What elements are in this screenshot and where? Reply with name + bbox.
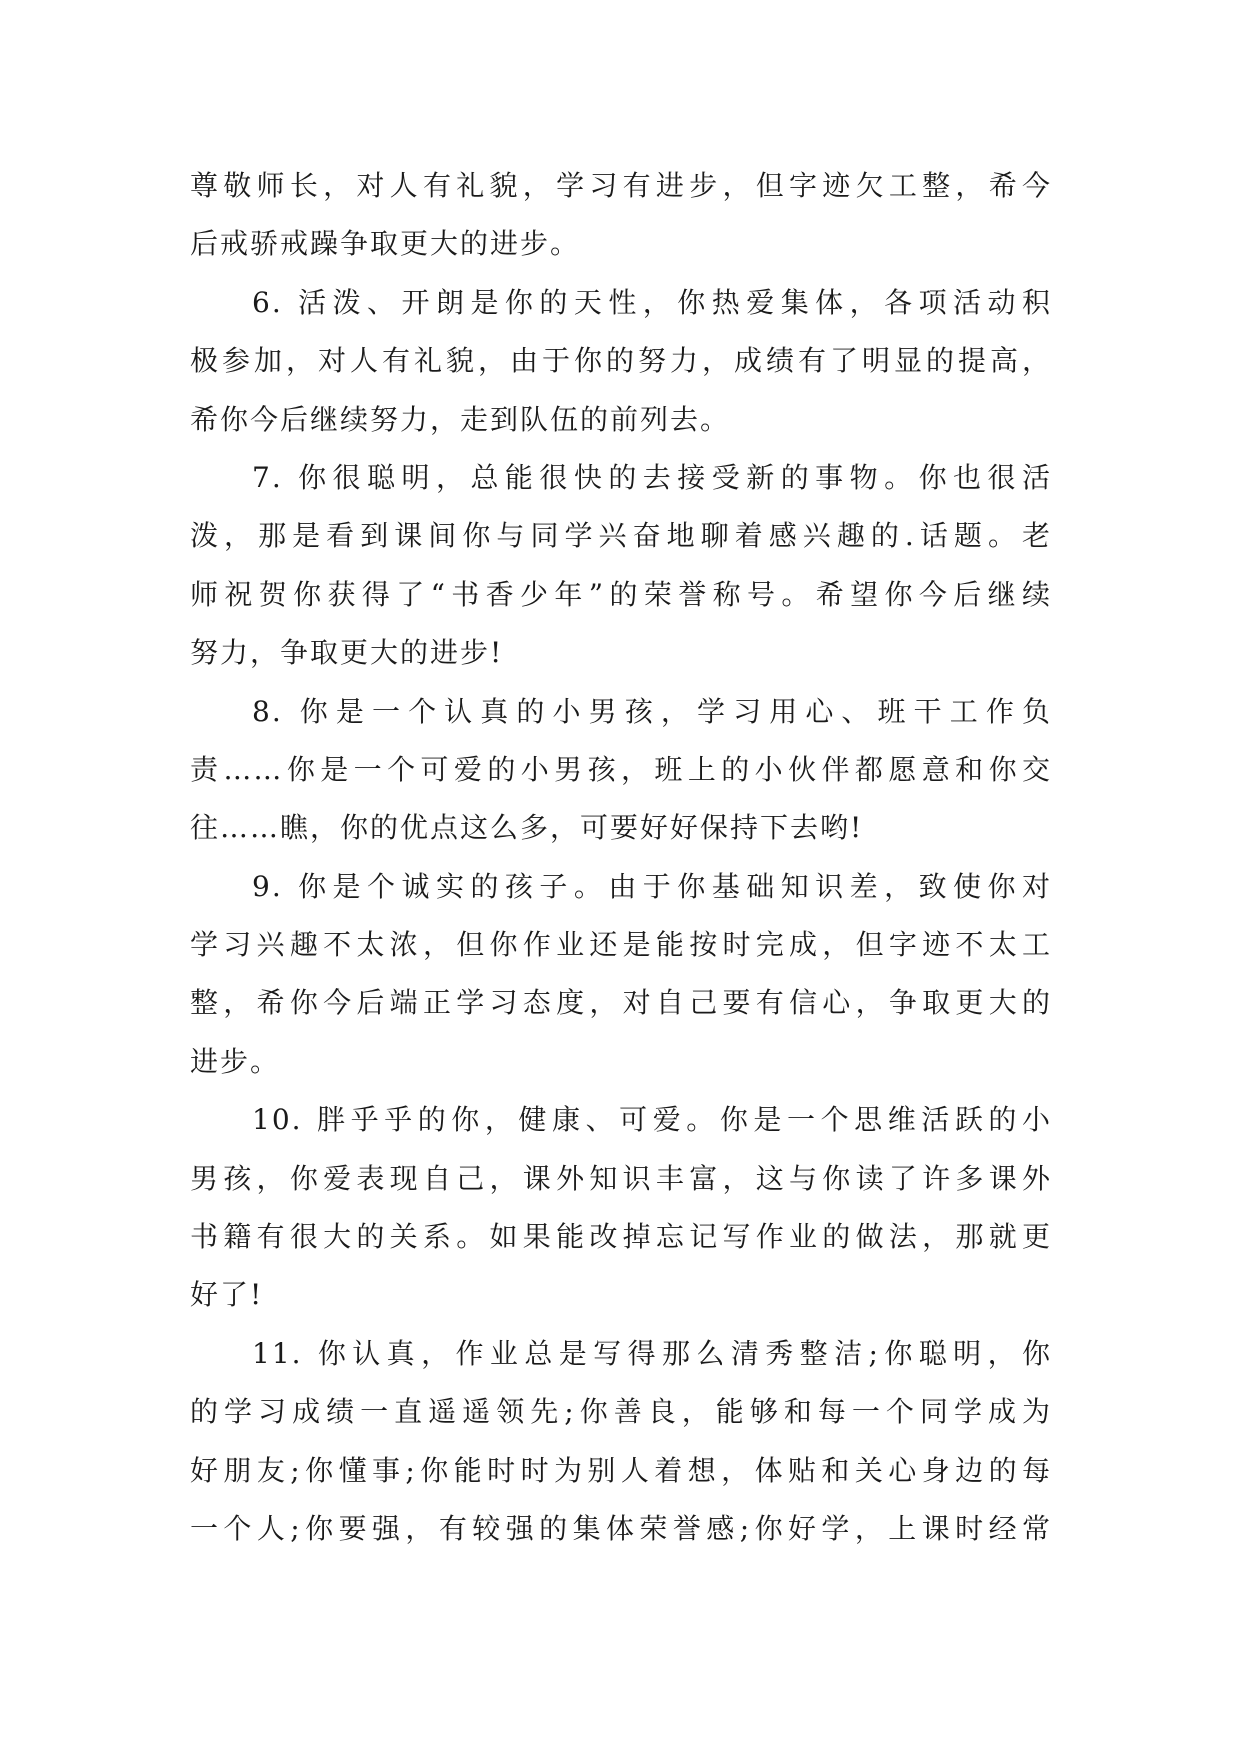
- text-line: 师祝贺你获得了“书香少年”的荣誉称号。希望你今后继续: [190, 577, 1052, 611]
- text-line: 往……瞧，你的优点这么多，可要好好保持下去哟!: [190, 811, 864, 845]
- text-line: 一个人;你要强，有较强的集体荣誉感;你好学，上课时经常: [190, 1511, 1052, 1545]
- text-line: 书籍有很大的关系。如果能改掉忘记写作业的做法，那就更: [190, 1220, 1052, 1254]
- text-line: 学习兴趣不太浓，但你作业还是能按时完成，但字迹不太工: [190, 928, 1052, 962]
- text-line: 好朋友;你懂事;你能时时为别人着想，体贴和关心身边的每: [190, 1453, 1052, 1487]
- text-line: 后戒骄戒躁争取更大的进步。: [190, 227, 581, 261]
- text-line: 努力，争取更大的进步!: [190, 636, 504, 670]
- text-line: 男孩，你爱表现自己，课外知识丰富，这与你读了许多课外: [190, 1161, 1052, 1195]
- paragraph-start-line: 6. 活泼、开朗是你的天性，你热爱集体，各项活动积: [252, 285, 1052, 319]
- text-line: 进步。: [190, 1044, 281, 1078]
- text-line: 的学习成绩一直遥遥领先;你善良，能够和每一个同学成为: [190, 1395, 1052, 1429]
- paragraph-start-line: 10. 胖乎乎的你，健康、可爱。你是一个思维活跃的小: [252, 1103, 1052, 1137]
- paragraph-start-line: 8. 你是一个认真的小男孩，学习用心、班干工作负: [252, 694, 1052, 728]
- text-line: 泼，那是看到课间你与同学兴奋地聊着感兴趣的.话题。老: [190, 519, 1052, 553]
- paragraph-start-line: 7. 你很聪明，总能很快的去接受新的事物。你也很活: [252, 460, 1052, 494]
- text-line: 极参加，对人有礼貌，由于你的努力，成绩有了明显的提高，: [190, 344, 1052, 378]
- text-line: 希你今后继续努力，走到队伍的前列去。: [190, 402, 731, 436]
- paragraph-start-line: 11. 你认真，作业总是写得那么清秀整洁;你聪明，你: [252, 1336, 1052, 1370]
- text-line: 整，希你今后端正学习态度，对自己要有信心，争取更大的: [190, 986, 1052, 1020]
- document-body: [190, 157, 1052, 1558]
- text-line: 好了!: [190, 1278, 264, 1312]
- paragraph-start-line: 9. 你是个诚实的孩子。由于你基础知识差，致使你对: [252, 869, 1052, 903]
- text-line: 责……你是一个可爱的小男孩，班上的小伙伴都愿意和你交: [190, 752, 1052, 786]
- text-line: 尊敬师长，对人有礼貌，学习有进步，但字迹欠工整，希今: [190, 169, 1052, 202]
